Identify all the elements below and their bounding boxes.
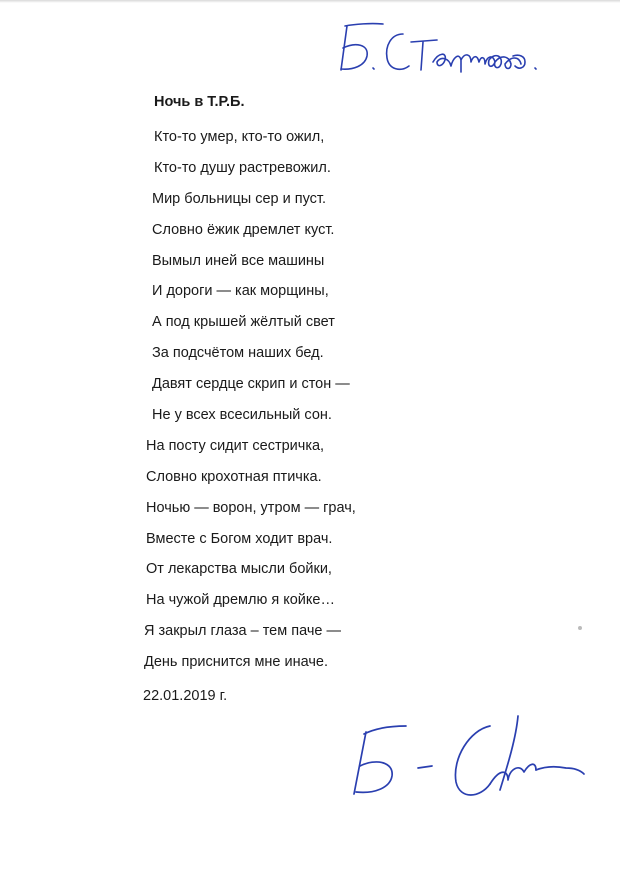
poem-line: Вместе с Богом ходит врач. <box>146 530 333 547</box>
poem-line: Давят сердце скрип и стон — <box>152 376 350 393</box>
poem-title: Ночь в Т.Р.Б. <box>154 94 245 110</box>
author-signature-bottom <box>340 708 590 808</box>
scan-speck <box>578 626 582 630</box>
poem-line: На чужой дремлю я койке… <box>146 592 335 609</box>
scan-edge <box>0 0 620 3</box>
poem-line: На посту сидит сестричка, <box>146 437 325 454</box>
poem-date: 22.01.2019 г. <box>143 688 228 704</box>
poem-line: Кто-то душу растревожил. <box>154 159 331 176</box>
poem-line: За подсчётом наших бед. <box>152 345 324 362</box>
signature-ink <box>354 716 584 795</box>
poem-line: Ночью — ворон, утром — грач, <box>146 499 356 516</box>
signature-ink <box>341 24 536 72</box>
poem-line: Вымыл иней все машины <box>152 252 325 269</box>
poem-line: И дороги — как морщины, <box>152 283 329 300</box>
poem-line: Мир больницы сер и пуст. <box>152 190 326 207</box>
poem-line: Словно крохотная птичка. <box>146 468 322 485</box>
poem-line: От лекарства мысли бойки, <box>146 561 332 578</box>
poem-body <box>144 128 356 684</box>
poem-line: День приснится мне иначе. <box>144 654 329 671</box>
poem-line: Кто-то умер, кто-то ожил, <box>154 129 325 145</box>
poem-line: Словно ёжик дремлет куст. <box>152 221 335 238</box>
poem-line: Не у всех всесильный сон. <box>152 407 332 424</box>
author-signature-top <box>325 12 555 82</box>
poem-line: А под крышей жёлтый свет <box>152 314 335 331</box>
poem-line: Я закрыл глаза – тем паче — <box>144 623 341 640</box>
